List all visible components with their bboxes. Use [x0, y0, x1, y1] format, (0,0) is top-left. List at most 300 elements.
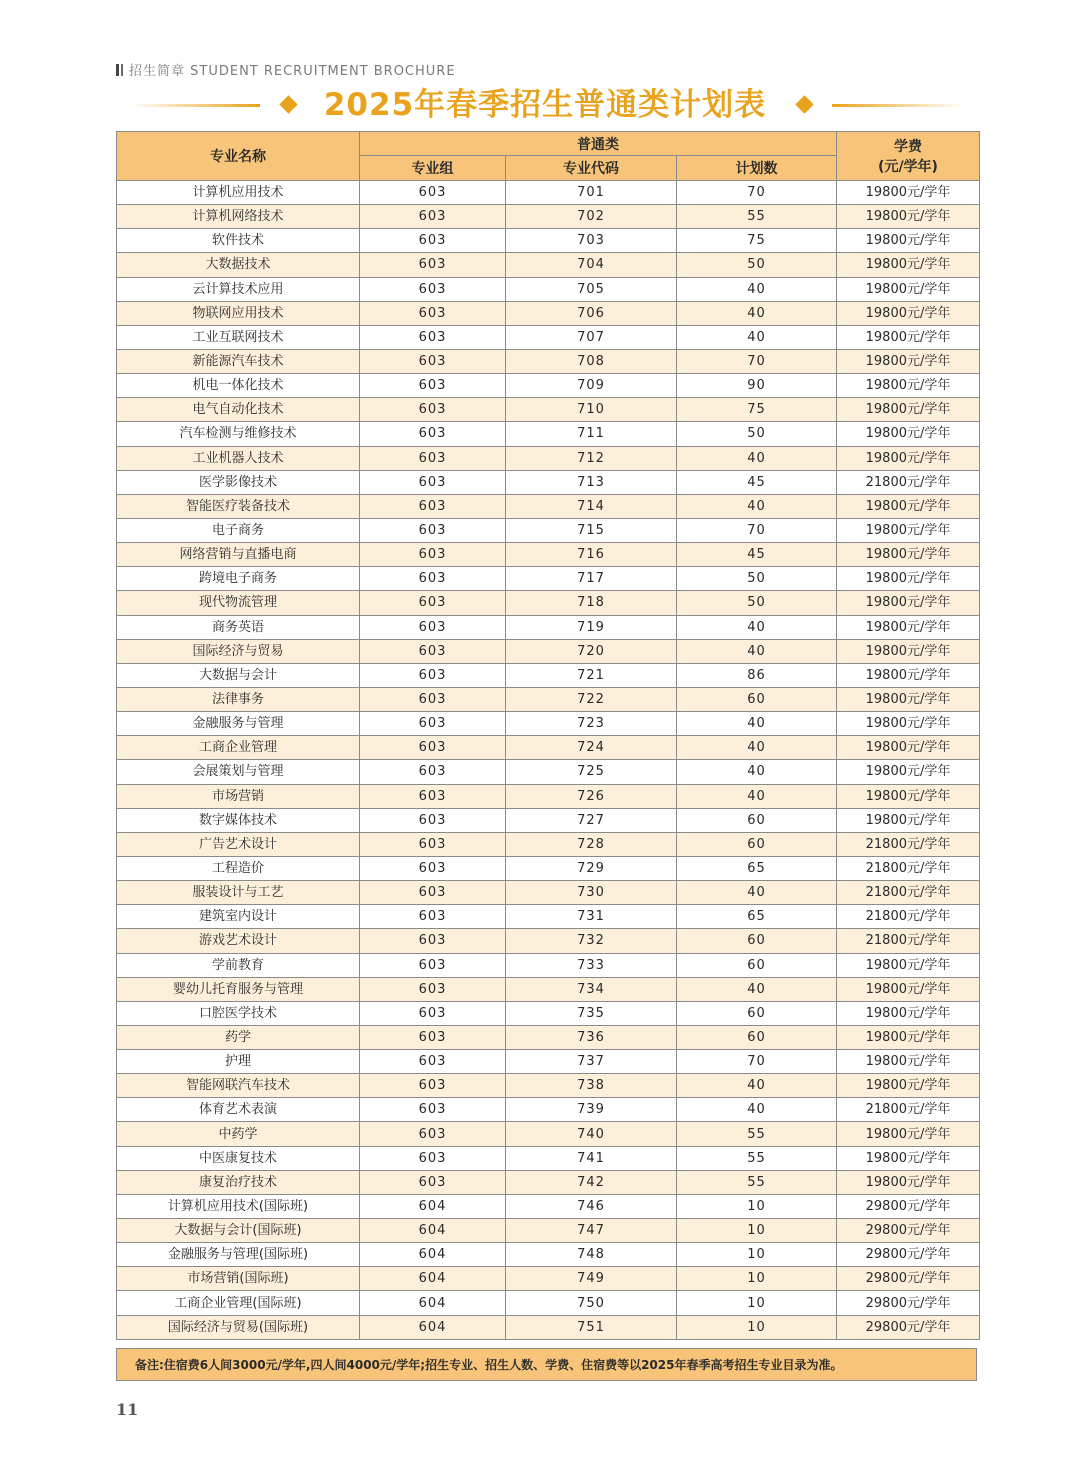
- cell-code: 733: [506, 953, 677, 977]
- cell-plan: 86: [677, 663, 837, 687]
- footnote: 备注:住宿费6人间3000元/学年,四人间4000元/学年;招生专业、招生人数、学费、住宿费等以2025年春季高考招生专业目录为准。: [116, 1348, 977, 1381]
- cell-code: 731: [506, 905, 677, 929]
- cell-code: 739: [506, 1098, 677, 1122]
- cell-code: 701: [506, 181, 677, 205]
- table-row: [117, 1001, 980, 1025]
- table-row: [117, 1098, 980, 1122]
- cell-code: 715: [506, 518, 677, 542]
- cell-group: 603: [360, 253, 506, 277]
- table-row: [117, 856, 980, 880]
- cell-code: 711: [506, 422, 677, 446]
- cell-code: 724: [506, 736, 677, 760]
- cell-plan: 40: [677, 784, 837, 808]
- table-row: [117, 494, 980, 518]
- cell-code: 751: [506, 1315, 677, 1339]
- cell-group: 603: [360, 398, 506, 422]
- cell-plan: 60: [677, 687, 837, 711]
- cell-major-name: 学前教育: [117, 953, 360, 977]
- cell-code: 737: [506, 1050, 677, 1074]
- table-row: [117, 1122, 980, 1146]
- cell-tuition: 19800元/学年: [837, 1122, 980, 1146]
- cell-tuition: 19800元/学年: [837, 349, 980, 373]
- table-row: [117, 687, 980, 711]
- cell-group: 603: [360, 663, 506, 687]
- cell-tuition: 19800元/学年: [837, 518, 980, 542]
- cell-major-name: 会展策划与管理: [117, 760, 360, 784]
- cell-code: 706: [506, 301, 677, 325]
- cell-group: 603: [360, 1050, 506, 1074]
- table-row: [117, 591, 980, 615]
- cell-major-name: 护理: [117, 1050, 360, 1074]
- cell-tuition: 19800元/学年: [837, 543, 980, 567]
- cell-plan: 65: [677, 905, 837, 929]
- cell-tuition: 29800元/学年: [837, 1315, 980, 1339]
- cell-tuition: 19800元/学年: [837, 229, 980, 253]
- cell-tuition: 19800元/学年: [837, 1025, 980, 1049]
- cell-code: 725: [506, 760, 677, 784]
- cell-group: 603: [360, 1074, 506, 1098]
- table-row: [117, 1074, 980, 1098]
- cell-major-name: 数字媒体技术: [117, 808, 360, 832]
- cell-major-name: 游戏艺术设计: [117, 929, 360, 953]
- table-row: [117, 325, 980, 349]
- cell-plan: 10: [677, 1315, 837, 1339]
- cell-plan: 90: [677, 374, 837, 398]
- cell-code: 750: [506, 1291, 677, 1315]
- cell-code: 742: [506, 1170, 677, 1194]
- cell-code: 719: [506, 615, 677, 639]
- cell-group: 603: [360, 953, 506, 977]
- cell-group: 603: [360, 470, 506, 494]
- table-row: [117, 349, 980, 373]
- cell-major-name: 国际经济与贸易(国际班): [117, 1315, 360, 1339]
- cell-tuition: 19800元/学年: [837, 325, 980, 349]
- page-title: 2025年春季招生普通类计划表: [323, 87, 767, 123]
- cell-major-name: 大数据与会计: [117, 663, 360, 687]
- cell-major-name: 金融服务与管理: [117, 712, 360, 736]
- cell-group: 603: [360, 977, 506, 1001]
- cell-major-name: 电气自动化技术: [117, 398, 360, 422]
- cell-tuition: 19800元/学年: [837, 591, 980, 615]
- table-row: [117, 760, 980, 784]
- cell-code: 727: [506, 808, 677, 832]
- header-tuition: [837, 132, 980, 181]
- cell-code: 717: [506, 567, 677, 591]
- cell-plan: 40: [677, 277, 837, 301]
- cell-tuition: 19800元/学年: [837, 398, 980, 422]
- cell-group: 603: [360, 205, 506, 229]
- cell-group: 603: [360, 1098, 506, 1122]
- cell-plan: 50: [677, 253, 837, 277]
- cell-group: 603: [360, 1170, 506, 1194]
- cell-code: 729: [506, 856, 677, 880]
- table-row: [117, 205, 980, 229]
- cell-tuition: 19800元/学年: [837, 808, 980, 832]
- cell-plan: 10: [677, 1194, 837, 1218]
- cell-plan: 70: [677, 518, 837, 542]
- cell-code: 710: [506, 398, 677, 422]
- cell-group: 603: [360, 446, 506, 470]
- table-row: [117, 977, 980, 1001]
- cell-tuition: 19800元/学年: [837, 639, 980, 663]
- cell-major-name: 大数据技术: [117, 253, 360, 277]
- cell-major-name: 建筑室内设计: [117, 905, 360, 929]
- cell-plan: 55: [677, 205, 837, 229]
- table-row: [117, 712, 980, 736]
- cell-plan: 75: [677, 229, 837, 253]
- page-number: 11: [116, 1400, 139, 1419]
- cell-major-name: 市场营销(国际班): [117, 1267, 360, 1291]
- cell-major-name: 物联网应用技术: [117, 301, 360, 325]
- cell-plan: 70: [677, 181, 837, 205]
- cell-group: 603: [360, 422, 506, 446]
- cell-major-name: 市场营销: [117, 784, 360, 808]
- title-line-left: [130, 104, 260, 107]
- cell-major-name: 工业互联网技术: [117, 325, 360, 349]
- cell-tuition: 19800元/学年: [837, 953, 980, 977]
- cell-plan: 40: [677, 977, 837, 1001]
- header-major-name: 专业名称: [117, 132, 360, 181]
- cell-tuition: 19800元/学年: [837, 1074, 980, 1098]
- cell-plan: 50: [677, 422, 837, 446]
- cell-code: 702: [506, 205, 677, 229]
- cell-major-name: 计算机网络技术: [117, 205, 360, 229]
- cell-tuition: 19800元/学年: [837, 760, 980, 784]
- cell-major-name: 工业机器人技术: [117, 446, 360, 470]
- cell-tuition: 19800元/学年: [837, 567, 980, 591]
- cell-group: 603: [360, 374, 506, 398]
- table-row: [117, 446, 980, 470]
- cell-code: 720: [506, 639, 677, 663]
- cell-group: 603: [360, 712, 506, 736]
- cell-tuition: 19800元/学年: [837, 977, 980, 1001]
- table-row: [117, 1267, 980, 1291]
- cell-tuition: 29800元/学年: [837, 1267, 980, 1291]
- cell-code: 723: [506, 712, 677, 736]
- cell-tuition: 19800元/学年: [837, 446, 980, 470]
- cell-plan: 75: [677, 398, 837, 422]
- table-row: [117, 953, 980, 977]
- cell-major-name: 中药学: [117, 1122, 360, 1146]
- cell-major-name: 康复治疗技术: [117, 1170, 360, 1194]
- cell-plan: 40: [677, 325, 837, 349]
- cell-group: 604: [360, 1219, 506, 1243]
- table-row: [117, 905, 980, 929]
- table-row: [117, 639, 980, 663]
- cell-group: 603: [360, 277, 506, 301]
- cell-group: 603: [360, 832, 506, 856]
- cell-tuition: 29800元/学年: [837, 1243, 980, 1267]
- cell-code: 738: [506, 1074, 677, 1098]
- cell-group: 603: [360, 325, 506, 349]
- cell-plan: 10: [677, 1291, 837, 1315]
- cell-group: 603: [360, 905, 506, 929]
- cell-major-name: 汽车检测与维修技术: [117, 422, 360, 446]
- cell-group: 604: [360, 1243, 506, 1267]
- cell-tuition: 19800元/学年: [837, 1001, 980, 1025]
- brochure-header: [116, 60, 456, 79]
- cell-code: 741: [506, 1146, 677, 1170]
- cell-plan: 40: [677, 446, 837, 470]
- cell-group: 603: [360, 929, 506, 953]
- cell-group: 603: [360, 494, 506, 518]
- cell-group: 603: [360, 301, 506, 325]
- table-row: [117, 181, 980, 205]
- cell-major-name: 中医康复技术: [117, 1146, 360, 1170]
- cell-plan: 40: [677, 1098, 837, 1122]
- cell-group: 604: [360, 1315, 506, 1339]
- cell-tuition: 21800元/学年: [837, 905, 980, 929]
- cell-plan: 55: [677, 1170, 837, 1194]
- cell-code: 728: [506, 832, 677, 856]
- cell-group: 603: [360, 784, 506, 808]
- cell-major-name: 金融服务与管理(国际班): [117, 1243, 360, 1267]
- table-row: [117, 1170, 980, 1194]
- cell-major-name: 电子商务: [117, 518, 360, 542]
- cell-group: 603: [360, 615, 506, 639]
- table-row: [117, 1291, 980, 1315]
- table-row: [117, 374, 980, 398]
- cell-group: 603: [360, 229, 506, 253]
- cell-plan: 60: [677, 1001, 837, 1025]
- enrollment-plan-table: [116, 131, 980, 1340]
- cell-code: 707: [506, 325, 677, 349]
- cell-plan: 45: [677, 543, 837, 567]
- cell-group: 603: [360, 760, 506, 784]
- cell-code: 736: [506, 1025, 677, 1049]
- cell-major-name: 体育艺术表演: [117, 1098, 360, 1122]
- header-plan: 计划数: [677, 156, 837, 181]
- cell-plan: 10: [677, 1243, 837, 1267]
- cell-major-name: 智能网联汽车技术: [117, 1074, 360, 1098]
- cell-code: 716: [506, 543, 677, 567]
- header-code: 专业代码: [506, 156, 677, 181]
- cell-tuition: 19800元/学年: [837, 1146, 980, 1170]
- cell-group: 603: [360, 1122, 506, 1146]
- table-row: [117, 1025, 980, 1049]
- cell-plan: 40: [677, 736, 837, 760]
- cell-plan: 50: [677, 591, 837, 615]
- cell-major-name: 跨境电子商务: [117, 567, 360, 591]
- table-row: [117, 929, 980, 953]
- cell-plan: 60: [677, 929, 837, 953]
- cell-tuition: 21800元/学年: [837, 881, 980, 905]
- cell-group: 603: [360, 639, 506, 663]
- table-row: [117, 1146, 980, 1170]
- cell-code: 732: [506, 929, 677, 953]
- table-row: [117, 253, 980, 277]
- table-row: [117, 832, 980, 856]
- cell-major-name: 机电一体化技术: [117, 374, 360, 398]
- cell-code: 735: [506, 1001, 677, 1025]
- cell-plan: 40: [677, 615, 837, 639]
- cell-plan: 70: [677, 1050, 837, 1074]
- cell-tuition: 19800元/学年: [837, 784, 980, 808]
- table-row: [117, 1219, 980, 1243]
- cell-plan: 10: [677, 1267, 837, 1291]
- cell-plan: 55: [677, 1146, 837, 1170]
- cell-major-name: 网络营销与直播电商: [117, 543, 360, 567]
- cell-plan: 40: [677, 760, 837, 784]
- cell-plan: 70: [677, 349, 837, 373]
- cell-plan: 40: [677, 881, 837, 905]
- cell-code: 721: [506, 663, 677, 687]
- table-row: [117, 518, 980, 542]
- cell-major-name: 婴幼儿托育服务与管理: [117, 977, 360, 1001]
- cell-tuition: 29800元/学年: [837, 1291, 980, 1315]
- table-row: [117, 277, 980, 301]
- cell-group: 603: [360, 881, 506, 905]
- bars-icon: [116, 64, 123, 76]
- cell-code: 714: [506, 494, 677, 518]
- table-row: [117, 736, 980, 760]
- cell-group: 603: [360, 518, 506, 542]
- cell-major-name: 医学影像技术: [117, 470, 360, 494]
- cell-major-name: 工商企业管理(国际班): [117, 1291, 360, 1315]
- cell-tuition: 21800元/学年: [837, 1098, 980, 1122]
- header-group: 专业组: [360, 156, 506, 181]
- table-row: [117, 1315, 980, 1339]
- table-row: [117, 784, 980, 808]
- table-row: [117, 663, 980, 687]
- cell-tuition: 19800元/学年: [837, 1050, 980, 1074]
- title-line-right: [832, 104, 964, 107]
- cell-plan: 40: [677, 301, 837, 325]
- cell-group: 603: [360, 1001, 506, 1025]
- cell-plan: 60: [677, 832, 837, 856]
- cell-code: 734: [506, 977, 677, 1001]
- table-row: [117, 567, 980, 591]
- cell-major-name: 新能源汽车技术: [117, 349, 360, 373]
- cell-group: 603: [360, 856, 506, 880]
- cell-tuition: 19800元/学年: [837, 181, 980, 205]
- cell-tuition: 19800元/学年: [837, 663, 980, 687]
- cell-tuition: 19800元/学年: [837, 712, 980, 736]
- cell-code: 708: [506, 349, 677, 373]
- title-row: [0, 82, 1080, 130]
- header-general-category: 普通类: [360, 132, 837, 156]
- cell-tuition: 19800元/学年: [837, 205, 980, 229]
- cell-major-name: 广告艺术设计: [117, 832, 360, 856]
- cell-plan: 65: [677, 856, 837, 880]
- cell-plan: 40: [677, 1074, 837, 1098]
- cell-major-name: 工商企业管理: [117, 736, 360, 760]
- cell-tuition: 19800元/学年: [837, 494, 980, 518]
- cell-tuition: 21800元/学年: [837, 470, 980, 494]
- cell-code: 704: [506, 253, 677, 277]
- cell-code: 718: [506, 591, 677, 615]
- cell-group: 603: [360, 687, 506, 711]
- cell-tuition: 19800元/学年: [837, 277, 980, 301]
- cell-tuition: 21800元/学年: [837, 856, 980, 880]
- cell-major-name: 法律事务: [117, 687, 360, 711]
- table-row: [117, 543, 980, 567]
- cell-code: 749: [506, 1267, 677, 1291]
- cell-major-name: 计算机应用技术: [117, 181, 360, 205]
- cell-group: 604: [360, 1267, 506, 1291]
- cell-code: 730: [506, 881, 677, 905]
- cell-plan: 60: [677, 1025, 837, 1049]
- cell-group: 603: [360, 349, 506, 373]
- cell-group: 603: [360, 543, 506, 567]
- cell-major-name: 大数据与会计(国际班): [117, 1219, 360, 1243]
- cell-tuition: 19800元/学年: [837, 1170, 980, 1194]
- table-row: [117, 808, 980, 832]
- table-row: [117, 229, 980, 253]
- cell-plan: 55: [677, 1122, 837, 1146]
- cell-tuition: 19800元/学年: [837, 301, 980, 325]
- cell-code: 740: [506, 1122, 677, 1146]
- cell-major-name: 现代物流管理: [117, 591, 360, 615]
- cell-tuition: 19800元/学年: [837, 736, 980, 760]
- header-tuition-line2: (元/学年): [878, 159, 938, 175]
- cell-major-name: 智能医疗装备技术: [117, 494, 360, 518]
- cell-tuition: 19800元/学年: [837, 374, 980, 398]
- cell-code: 705: [506, 277, 677, 301]
- table-row: [117, 470, 980, 494]
- diamond-icon: [795, 95, 813, 113]
- cell-major-name: 服装设计与工艺: [117, 881, 360, 905]
- cell-plan: 40: [677, 494, 837, 518]
- cell-code: 703: [506, 229, 677, 253]
- cell-tuition: 29800元/学年: [837, 1194, 980, 1218]
- cell-plan: 60: [677, 808, 837, 832]
- cell-plan: 40: [677, 639, 837, 663]
- cell-group: 603: [360, 181, 506, 205]
- cell-code: 722: [506, 687, 677, 711]
- cell-code: 747: [506, 1219, 677, 1243]
- header-tuition-line1: 学费: [894, 139, 923, 155]
- cell-group: 603: [360, 736, 506, 760]
- cell-code: 713: [506, 470, 677, 494]
- cell-code: 709: [506, 374, 677, 398]
- cell-major-name: 国际经济与贸易: [117, 639, 360, 663]
- cell-major-name: 口腔医学技术: [117, 1001, 360, 1025]
- cell-major-name: 工程造价: [117, 856, 360, 880]
- table-row: [117, 422, 980, 446]
- cell-major-name: 计算机应用技术(国际班): [117, 1194, 360, 1218]
- cell-plan: 45: [677, 470, 837, 494]
- cell-code: 748: [506, 1243, 677, 1267]
- cell-tuition: 19800元/学年: [837, 253, 980, 277]
- cell-tuition: 19800元/学年: [837, 615, 980, 639]
- cell-plan: 10: [677, 1219, 837, 1243]
- cell-group: 604: [360, 1291, 506, 1315]
- cell-group: 603: [360, 808, 506, 832]
- table-row: [117, 301, 980, 325]
- table-row: [117, 1050, 980, 1074]
- cell-code: 712: [506, 446, 677, 470]
- diamond-icon: [279, 95, 297, 113]
- cell-group: 604: [360, 1194, 506, 1218]
- table-row: [117, 1194, 980, 1218]
- cell-major-name: 云计算技术应用: [117, 277, 360, 301]
- brochure-label: 招生简章 STUDENT RECRUITMENT BROCHURE: [129, 64, 456, 79]
- cell-plan: 60: [677, 953, 837, 977]
- cell-code: 746: [506, 1194, 677, 1218]
- table-row: [117, 1243, 980, 1267]
- cell-group: 603: [360, 591, 506, 615]
- table-row: [117, 398, 980, 422]
- cell-tuition: 29800元/学年: [837, 1219, 980, 1243]
- cell-plan: 40: [677, 712, 837, 736]
- cell-tuition: 19800元/学年: [837, 422, 980, 446]
- table-row: [117, 881, 980, 905]
- cell-code: 726: [506, 784, 677, 808]
- table-body: [117, 181, 980, 1340]
- table-row: [117, 615, 980, 639]
- cell-major-name: 软件技术: [117, 229, 360, 253]
